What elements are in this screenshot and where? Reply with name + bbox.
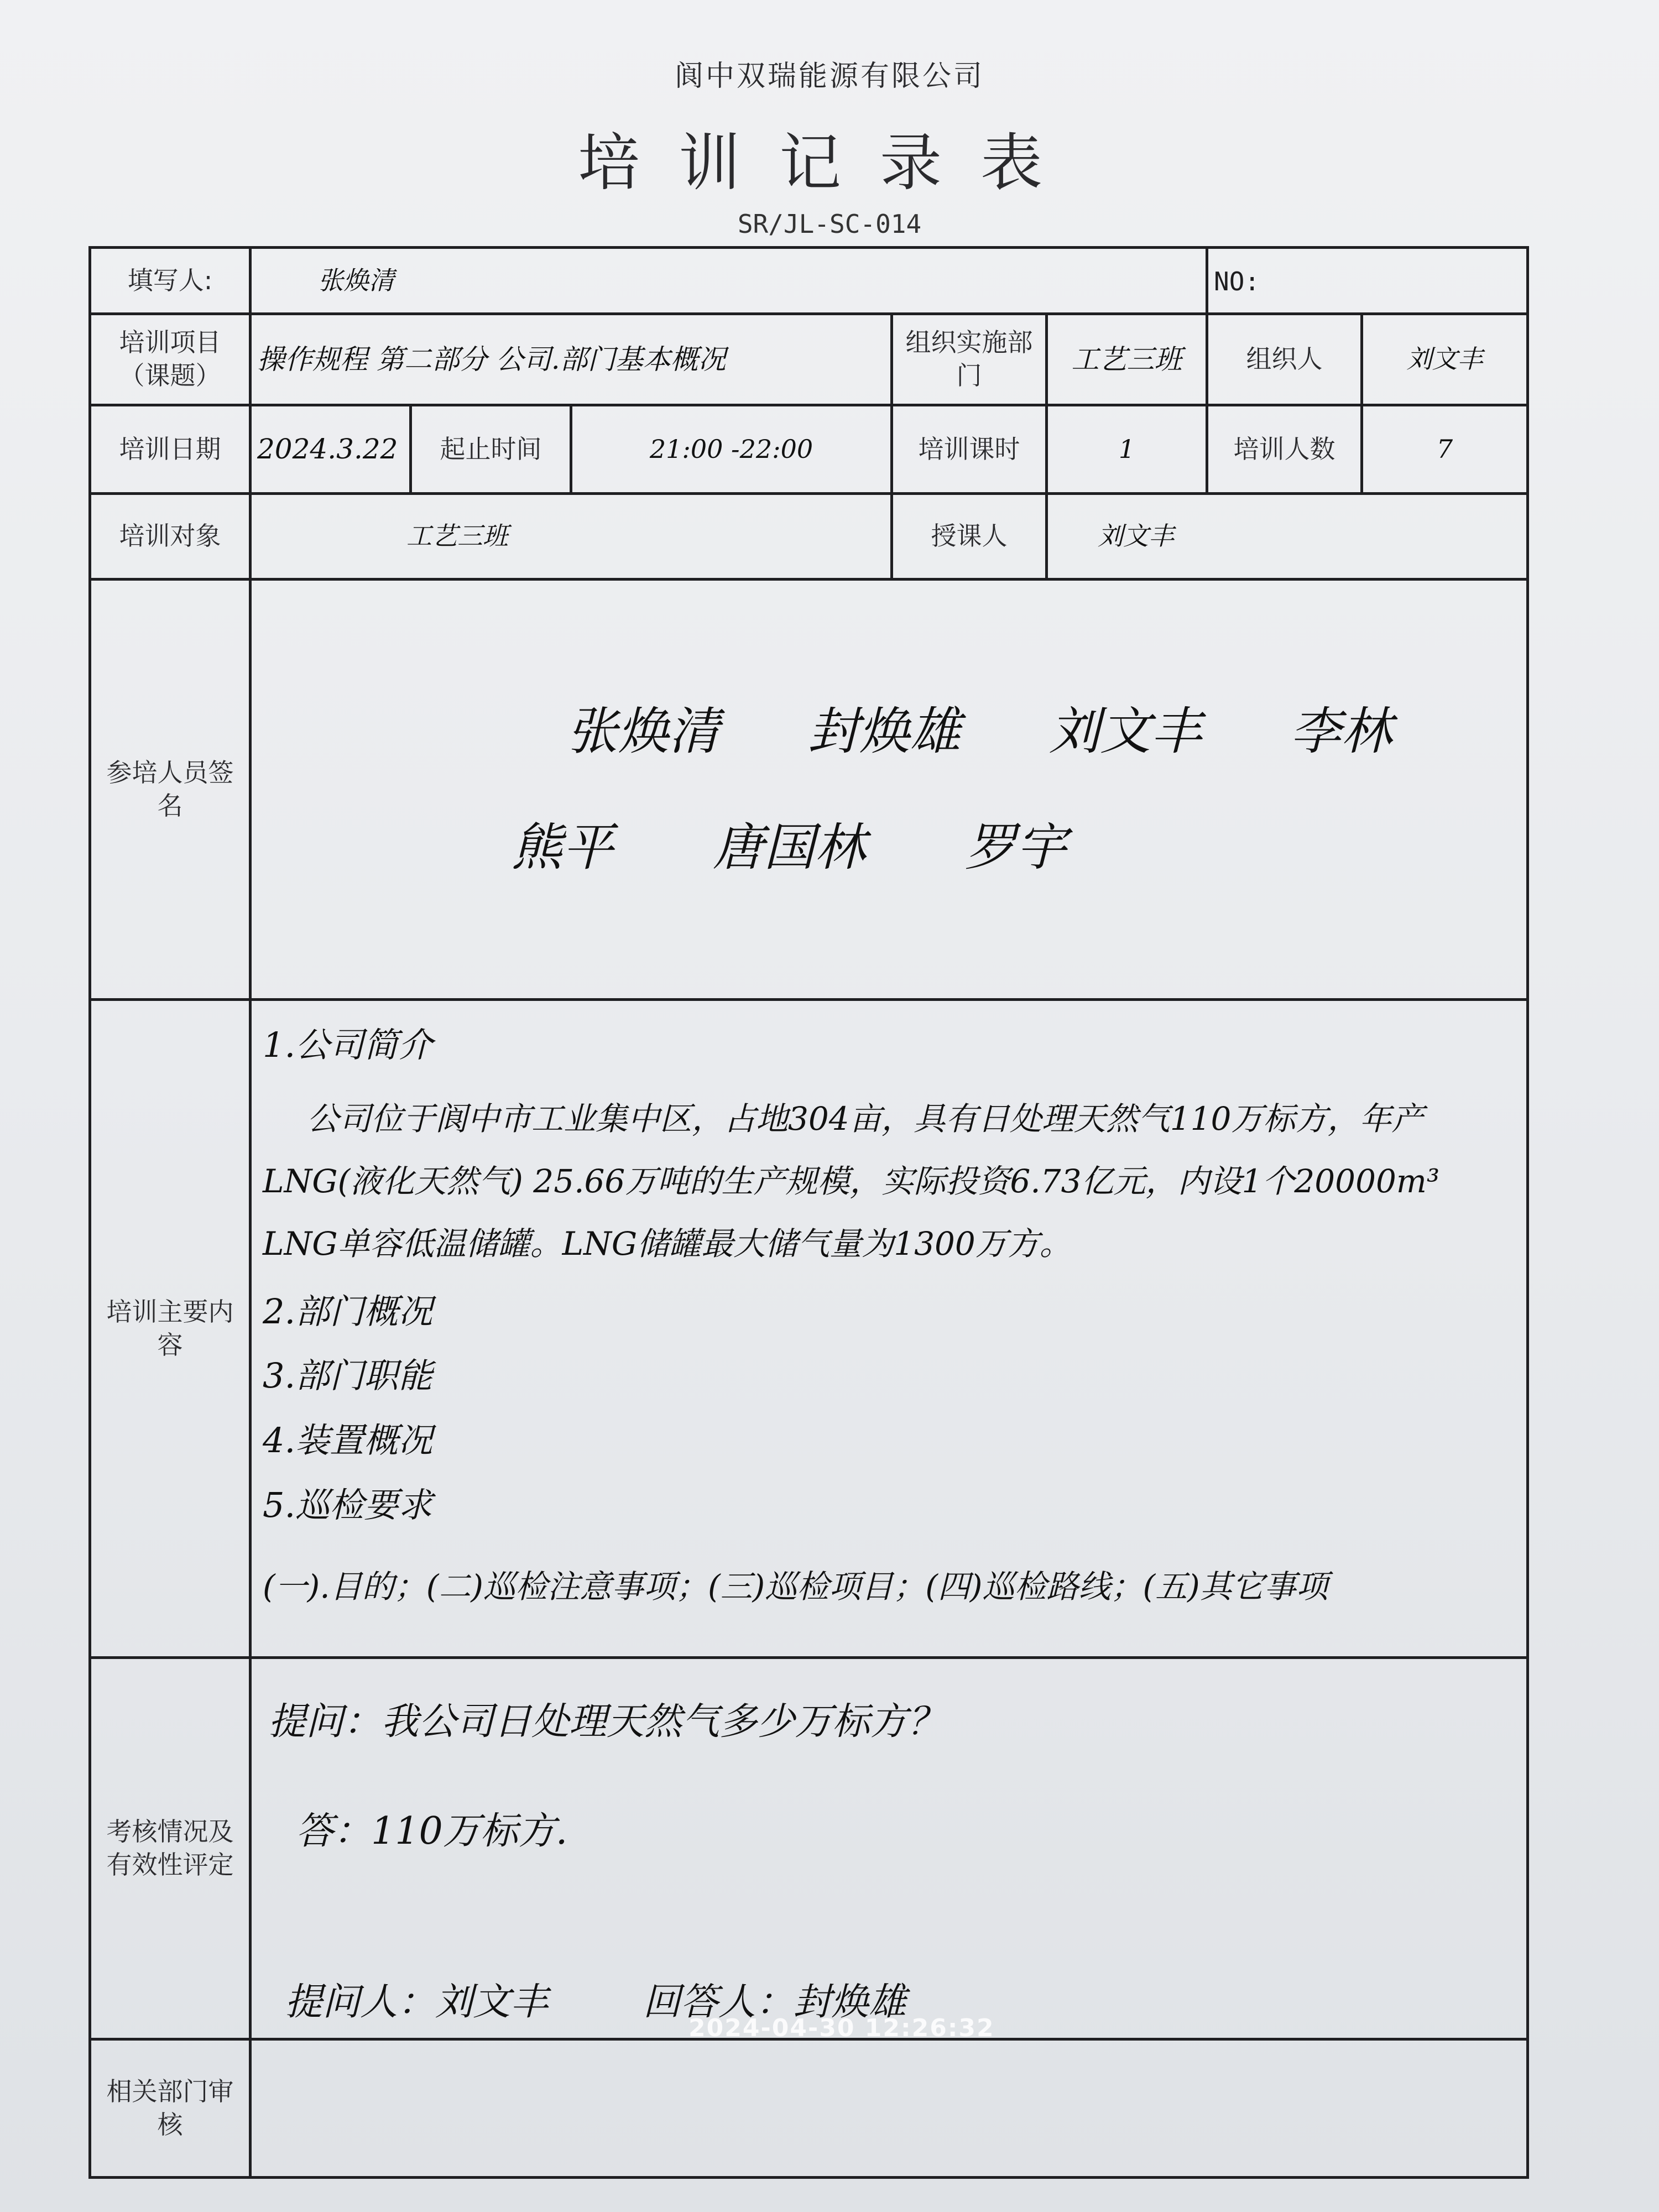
assess-label: 考核情况及有效性评定	[90, 1658, 251, 2039]
content-subitems: (一).目的；(二)巡检注意事项；(三)巡检项目；(四)巡检路线；(五)其它事项	[263, 1568, 1328, 1606]
attendee-signature: 李林	[1290, 701, 1392, 761]
row-attendees	[90, 580, 1528, 1000]
attendee-signature: 唐国林	[713, 817, 866, 877]
count-value: 7	[1362, 405, 1528, 494]
content-item: 3.部门职能	[263, 1355, 433, 1396]
time-value: 21:00 -22:00	[571, 405, 892, 494]
hours-value: 1	[1047, 405, 1207, 494]
attendee-signature: 罗宇	[965, 817, 1067, 877]
org-dept-value: 工艺三班	[1047, 314, 1207, 405]
review-label: 相关部门审核	[90, 2039, 251, 2178]
content-item: 1.公司简介	[263, 1025, 433, 1065]
asker: 提问人：刘文丰	[285, 1980, 549, 2024]
content-item: 4.装置概况	[263, 1420, 433, 1461]
teacher-label: 授课人	[892, 494, 1047, 580]
attendee-signature: 封焕雄	[808, 701, 961, 761]
project-value: 操作规程 第二部分 公司.部门基本概况	[251, 314, 892, 405]
organizer-value: 刘文丰	[1362, 314, 1528, 405]
content-item: 2.部门概况	[263, 1291, 433, 1332]
attendee-signature: 刘文丰	[1049, 701, 1202, 761]
target-label: 培训对象	[90, 494, 251, 580]
target-value: 工艺三班	[251, 494, 892, 580]
hours-label: 培训课时	[892, 405, 1047, 494]
company-intro-paragraph: 公司位于阆中市工业集中区，占地304亩，具有日处理天然气110万标方，年产LNG(液化天然气) 25.66万吨的生产规模，实际投资6.73亿元，内设1个20000m³ LNG单容低温储罐。LNG储罐最大储气量为1300万方。	[263, 1099, 1440, 1262]
photo-timestamp: 2024-04-30 12:26:32	[688, 2014, 995, 2042]
row-filler	[90, 248, 1528, 314]
row-date	[90, 405, 1528, 494]
filler-label: 填写人:	[90, 248, 251, 314]
assess-question: 提问：我公司日处理天然气多少万标方？	[268, 1700, 946, 1744]
form-code: SR/JL-SC-014	[737, 209, 922, 239]
time-label: 起止时间	[411, 405, 571, 494]
project-label: 培训项目（课题）	[90, 314, 251, 405]
assess-answer: 答：110万标方.	[296, 1809, 568, 1854]
org-dept-label: 组织实施部 门	[892, 314, 1047, 405]
review-value	[251, 2039, 1528, 2178]
attendee-signature: 熊平	[512, 817, 614, 877]
row-assessment	[90, 1658, 1528, 2039]
row-target	[90, 494, 1528, 580]
date-value: 2024.3.22	[251, 405, 411, 494]
date-label: 培训日期	[90, 405, 251, 494]
training-content	[251, 1000, 1528, 1658]
answerer: 回答人：封焕雄	[643, 1980, 906, 2024]
content-item: 5.巡检要求	[263, 1484, 433, 1525]
attendees-signatures	[251, 580, 1528, 1000]
row-content	[90, 1000, 1528, 1658]
attendee-signature: 张焕清	[567, 701, 720, 761]
teacher-value: 刘文丰	[1047, 494, 1528, 580]
organizer-label: 组织人	[1207, 314, 1362, 405]
form-title: 培训记录表	[578, 127, 1081, 199]
row-project	[90, 314, 1528, 405]
row-review	[90, 2039, 1528, 2178]
company-name: 阆中双瑞能源有限公司	[674, 60, 984, 93]
filler-value: 张焕清	[251, 248, 1207, 314]
content-label: 培训主要内容	[90, 1000, 251, 1658]
training-record-table	[88, 246, 1529, 2179]
count-label: 培训人数	[1207, 405, 1362, 494]
attendees-label: 参培人员签名	[90, 580, 251, 1000]
no-label: NO:	[1207, 248, 1528, 314]
assessment-content	[251, 1658, 1528, 2039]
